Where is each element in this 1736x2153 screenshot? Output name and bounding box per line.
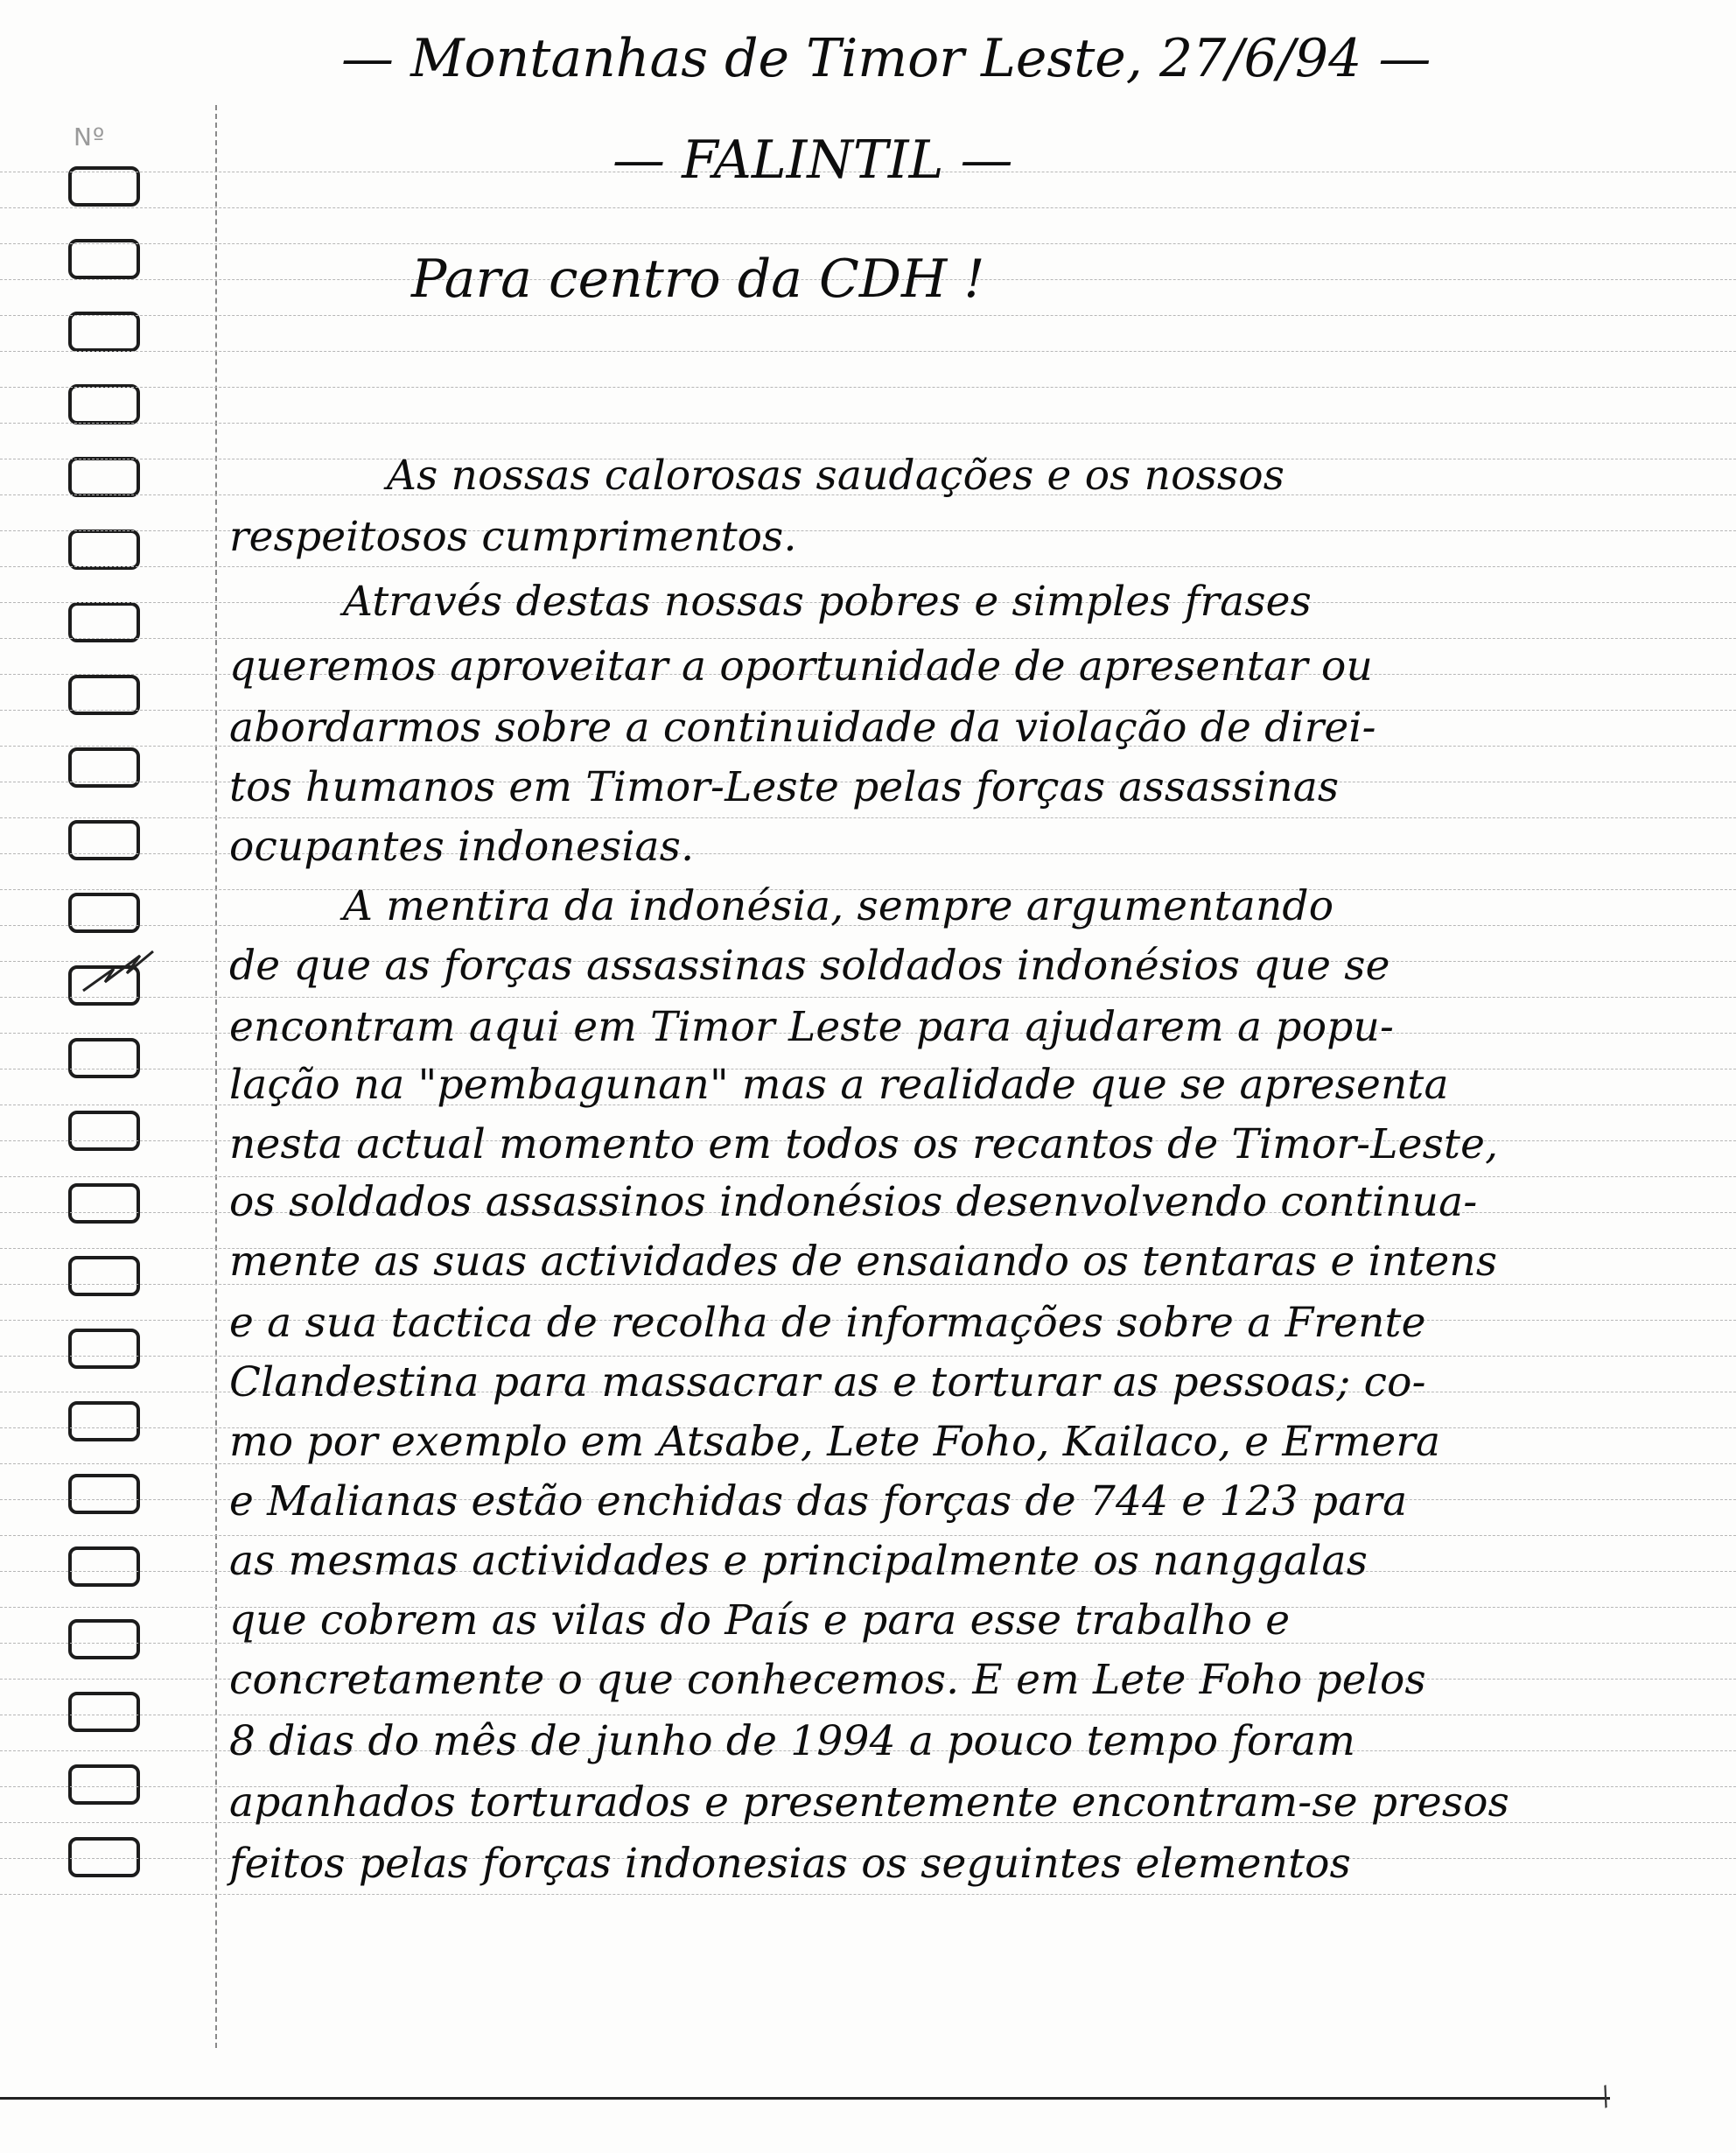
spiral-ring (68, 1764, 140, 1805)
letter-line: 8 dias do mês de junho de 1994 a pouco tempo foram (229, 1717, 1356, 1765)
spiral-ring (68, 1329, 140, 1369)
letter-line: queremos aproveitar a oportunidade de apresentar ou (229, 642, 1373, 691)
spiral-ring (68, 239, 140, 279)
spiral-ring (68, 602, 140, 642)
spiral-ring (68, 1111, 140, 1151)
letter-line: Através destas nossas pobres e simples frases (343, 578, 1312, 626)
letter-line: A mentira da indonésia, sempre argumentando (343, 882, 1334, 930)
letter-line: feitos pelas forças indonesias os seguintes elementos (229, 1840, 1351, 1888)
ruled-line (0, 638, 1736, 639)
letter-line: Clandestina para massacrar as e torturar as pessoas; co- (229, 1358, 1426, 1406)
organization-heading: — FALINTIL — (612, 130, 1013, 191)
ruled-line (0, 423, 1736, 424)
ruled-line (0, 1176, 1736, 1177)
margin-line (215, 105, 217, 2048)
letter-line: que cobrem as vilas do País e para esse trabalho e (229, 1596, 1291, 1645)
spiral-ring (68, 820, 140, 860)
addressee-heading: Para centro da CDH ! (411, 249, 985, 310)
ruled-line (0, 566, 1736, 567)
letter-line: As nossas calorosas saudações e os nossos (387, 452, 1285, 500)
spiral-ring (68, 1183, 140, 1224)
letter-line: de que as forças assassinas soldados indonésios que se (229, 942, 1390, 990)
letter-line: abordarmos sobre a continuidade da violação de direi- (229, 704, 1376, 752)
ruled-line (0, 1894, 1736, 1895)
spiral-ring (68, 1474, 140, 1514)
letter-line: concretamente o que conhecemos. E em Lete Foho pelos (229, 1656, 1426, 1704)
letter-line: os soldados assassinos indonésios desenvolvendo continua- (229, 1178, 1478, 1226)
page-number-label: Nº (74, 123, 106, 151)
ruled-line (0, 387, 1736, 388)
letter-line: e a sua tactica de recolha de informações sobre a Frente (229, 1299, 1426, 1347)
spiral-ring (68, 1256, 140, 1296)
corner-mark: / (1596, 2080, 1615, 2113)
letter-line: mente as suas actividades de ensaiando os tentaras e intens (229, 1238, 1498, 1286)
letter-line: tos humanos em Timor-Leste pelas forças assassinas (229, 763, 1340, 811)
place-date-heading: — Montanhas de Timor Leste, 27/6/94 — (341, 28, 1432, 89)
spiral-ring (68, 1619, 140, 1659)
spiral-ring (68, 457, 140, 497)
letter-line: encontram aqui em Timor Leste para ajudarem a popu- (229, 1003, 1395, 1051)
spiral-ring (68, 1038, 140, 1078)
letter-line: ocupantes indonesias. (229, 823, 695, 871)
ruled-line (0, 1356, 1736, 1357)
letter-line: mo por exemplo em Atsabe, Lete Foho, Kailaco, e Ermera (229, 1418, 1441, 1466)
ruled-line (0, 817, 1736, 818)
letter-line: lação na "pembagunan" mas a realidade que se apresenta (229, 1061, 1449, 1109)
bottom-border-line (0, 2097, 1610, 2100)
ruled-line (0, 315, 1736, 316)
spiral-ring (68, 529, 140, 570)
letter-line: nesta actual momento em todos os recantos de Timor-Leste, (229, 1120, 1499, 1168)
ruled-line (0, 243, 1736, 244)
scribble-mark (79, 938, 158, 999)
spiral-ring (68, 1546, 140, 1587)
letter-line: apanhados torturados e presentemente encontram-se presos (229, 1778, 1509, 1827)
ruled-line (0, 207, 1736, 208)
ruled-line (0, 997, 1736, 998)
ruled-line (0, 1535, 1736, 1536)
letter-line: e Malianas estão enchidas das forças de 744 e 123 para (229, 1477, 1408, 1525)
spiral-ring (68, 1692, 140, 1732)
spiral-ring (68, 893, 140, 933)
spiral-ring (68, 384, 140, 424)
ruled-line (0, 351, 1736, 352)
spiral-ring (68, 312, 140, 352)
letter-line: as mesmas actividades e principalmente os nanggalas (229, 1537, 1368, 1585)
spiral-ring (68, 1837, 140, 1877)
spiral-binding (52, 166, 156, 1925)
spiral-ring (68, 1401, 140, 1441)
letter-line: respeitosos cumprimentos. (229, 513, 797, 561)
